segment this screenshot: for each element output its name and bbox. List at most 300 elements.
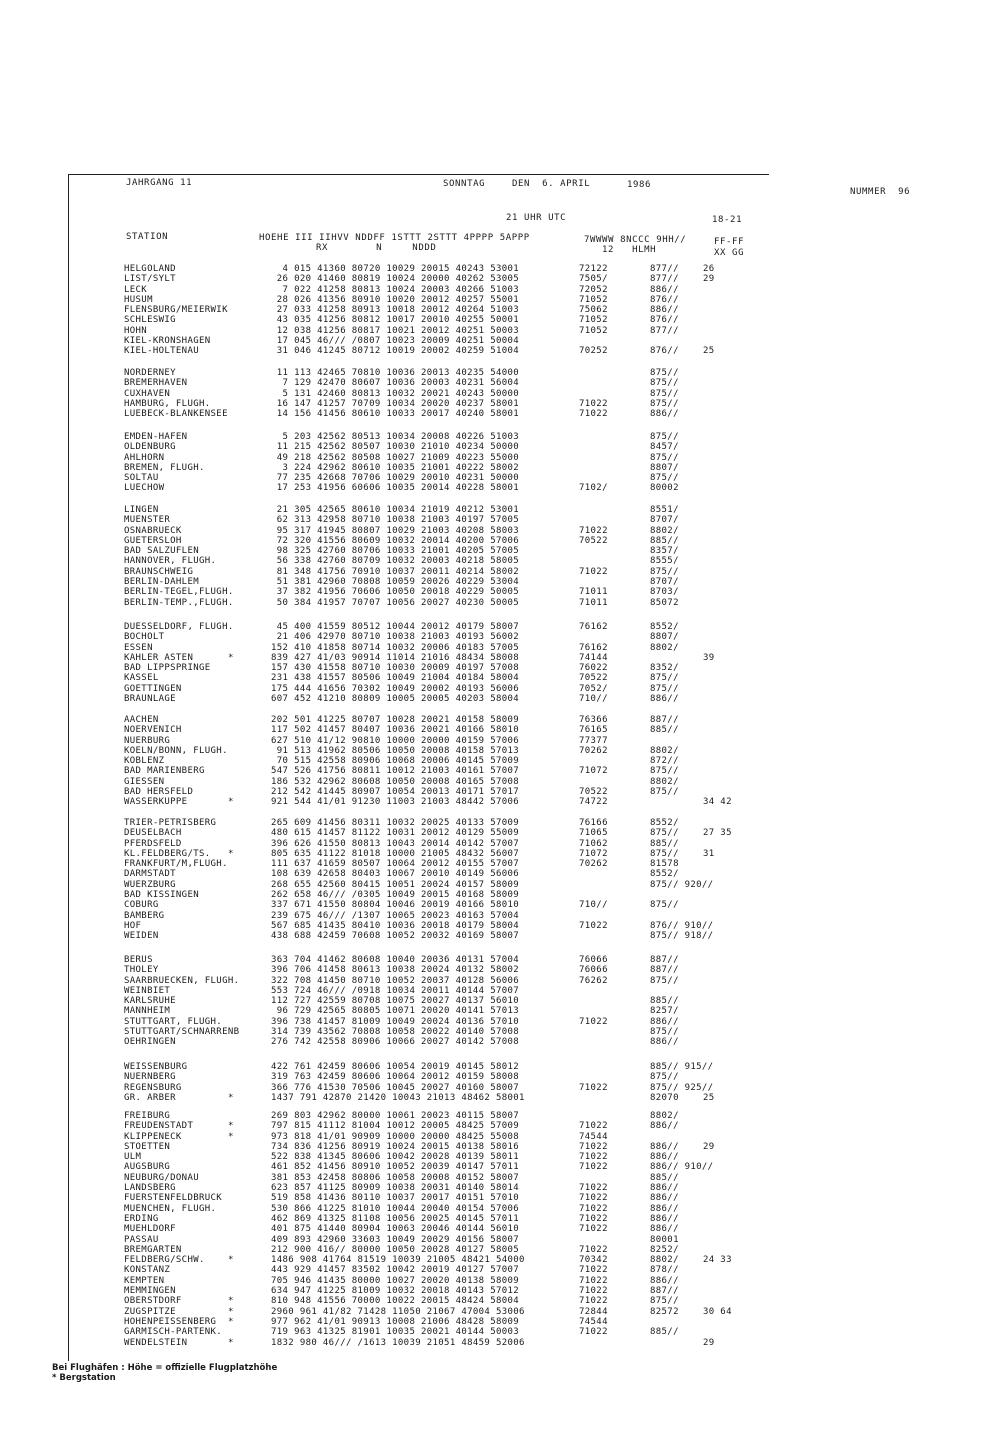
- obs-group-1: 71052: [579, 325, 608, 336]
- obs-group-1: 76166: [579, 818, 608, 828]
- table-row: [0, 777, 1000, 787]
- station-values: 98 325 42760 80706 10033 21001 40205 57005: [271, 546, 520, 557]
- table-row: [0, 326, 1000, 336]
- table-row: [0, 483, 1000, 493]
- obs-group-1: 71022: [579, 566, 608, 577]
- station-values: 553 724 46/// /0918 10034 20011 40144 57007: [271, 985, 520, 996]
- station-values: 607 452 41210 80809 10005 20005 40203 58004: [271, 694, 520, 705]
- table-row: [0, 1265, 1000, 1275]
- table-row: [0, 632, 1000, 642]
- table-row: [0, 1093, 1000, 1103]
- obs-group-2: 8707/: [650, 515, 679, 526]
- station-name: SCHLESWIG: [124, 315, 176, 326]
- obs-group-2: 8555/: [650, 556, 679, 567]
- obs-group-2: 875// 920//: [650, 879, 714, 890]
- obs-group-2: 872//: [650, 756, 679, 767]
- wind-extra: 30 64: [703, 1306, 732, 1317]
- obs-group-2: 8551/: [650, 505, 679, 515]
- issue-number: NUMMER 96: [850, 187, 911, 197]
- obs-group-2: 886//: [650, 694, 679, 705]
- obs-group-1: 7505/: [579, 274, 608, 285]
- obs-group-2: 886//: [650, 1037, 679, 1048]
- obs-group-2: 875//: [650, 473, 679, 484]
- obs-group-1: 71022: [579, 1016, 608, 1027]
- obs-group-2: 875//: [650, 1027, 679, 1038]
- station-name: KONSTANZ: [124, 1265, 171, 1276]
- obs-group-2: 886//: [650, 284, 679, 295]
- station-name: THOLEY: [124, 965, 159, 976]
- station-name: NOERVENICH: [124, 725, 182, 736]
- obs-group-1: 71072: [579, 766, 608, 777]
- table-row: [0, 849, 1000, 859]
- station-group: [0, 955, 1000, 1048]
- obs-group-1: 71022: [579, 1203, 608, 1214]
- obs-group-1: 71022: [579, 1224, 608, 1235]
- table-row: [0, 536, 1000, 546]
- station-name: KIEL-KRONSHAGEN: [124, 336, 211, 347]
- table-row: [0, 442, 1000, 452]
- obs-group-2: 887//: [650, 955, 679, 965]
- station-values: 17 253 41956 60606 10035 20014 40228 58001: [271, 483, 520, 494]
- table-row: [0, 869, 1000, 879]
- table-row: [0, 567, 1000, 577]
- table-row: [0, 274, 1000, 284]
- station-name: OBERSTDORF: [124, 1296, 182, 1307]
- wind-extra: 29: [703, 274, 715, 285]
- station-values: 72 320 41556 80609 10032 20014 40200 57006: [271, 535, 520, 546]
- station-group: [0, 1111, 1000, 1348]
- station-values: 112 727 42559 80708 10075 20027 40137 56010: [271, 996, 520, 1007]
- station-values: 2960 961 41/82 71428 11050 21067 47004 53006: [271, 1306, 525, 1317]
- mountain-station-marker: *: [228, 1131, 234, 1142]
- station-name: KASSEL: [124, 673, 159, 684]
- station-name: LUECHOW: [124, 483, 165, 494]
- table-row: [0, 684, 1000, 694]
- station-name: STOETTEN: [124, 1141, 171, 1152]
- station-name: WENDELSTEIN: [124, 1337, 188, 1348]
- wind-extra: 29: [703, 1337, 715, 1348]
- obs-group-2: 886//: [650, 1152, 679, 1163]
- table-row: [0, 1338, 1000, 1348]
- station-name: HOHENPEISSENBERG: [124, 1316, 217, 1327]
- table-row: [0, 1072, 1000, 1082]
- station-values: 231 438 41557 80506 10049 21004 40184 58004: [271, 673, 520, 684]
- table-row: [0, 432, 1000, 442]
- obs-group-1: 71022: [579, 1327, 608, 1338]
- obs-group-2: 875//: [650, 900, 679, 911]
- obs-group-2: 875//: [650, 452, 679, 463]
- station-name: WASSERKUPPE: [124, 797, 188, 808]
- station-name: BRAUNSCHWEIG: [124, 566, 194, 577]
- obs-column-subheader: 12 HLMH: [602, 245, 657, 255]
- station-values: 175 444 41656 70302 10049 20002 40193 56006: [271, 683, 520, 694]
- station-values: 567 685 41435 80410 10036 20018 40179 58004: [271, 920, 520, 931]
- station-name: BAD HERSFELD: [124, 787, 194, 798]
- station-name: KARLSRUHE: [124, 996, 176, 1007]
- wind-extra: 29: [703, 1141, 715, 1152]
- station-values: 461 852 41456 80910 10052 20039 40147 57011: [271, 1162, 520, 1173]
- table-row: [0, 663, 1000, 673]
- station-name: BREMERHAVEN: [124, 378, 188, 389]
- station-group: [0, 622, 1000, 704]
- station-name: MEMMINGEN: [124, 1286, 176, 1297]
- station-name: GUETERSLOH: [124, 535, 182, 546]
- station-values: 186 532 42962 80608 10050 20008 40165 57008: [271, 776, 520, 787]
- table-row: [0, 378, 1000, 388]
- obs-group-2: 875//: [650, 787, 679, 798]
- station-values: 111 637 41659 80507 10064 20012 40155 57007: [271, 859, 520, 870]
- station-name: DARMSTADT: [124, 869, 176, 880]
- table-row: [0, 1296, 1000, 1306]
- table-row: [0, 756, 1000, 766]
- station-values: 7 129 42470 80607 10036 20003 40231 56004: [271, 378, 520, 389]
- station-values: 401 875 41440 80904 10063 20046 40144 56010: [271, 1224, 520, 1235]
- station-values: 27 033 41258 80913 10018 20012 40264 51003: [271, 305, 520, 316]
- obs-group-2: 8707/: [650, 577, 679, 588]
- wind-column-subheader: XX GG: [714, 248, 745, 258]
- obs-column-header: 7WWWW 8NCCC 9HH//: [584, 235, 687, 245]
- obs-group-2: 887//: [650, 965, 679, 976]
- obs-group-2: 875//: [650, 432, 679, 442]
- obs-group-2: 875//: [650, 828, 679, 839]
- station-group: [0, 505, 1000, 608]
- table-row: [0, 1162, 1000, 1172]
- station-name: FELDBERG/SCHW.: [124, 1255, 205, 1266]
- table-row: [0, 315, 1000, 325]
- station-values: 17 045 46/// /0807 10023 20009 40251 50004: [271, 336, 520, 347]
- table-row: [0, 694, 1000, 704]
- station-values: 422 761 42459 80606 10054 20019 40145 58012: [271, 1062, 520, 1072]
- table-row: [0, 1193, 1000, 1203]
- station-name: KEMPTEN: [124, 1275, 165, 1286]
- table-row: [0, 389, 1000, 399]
- obs-group-1: 74544: [579, 1131, 608, 1142]
- station-values: 4 015 41360 80720 10029 20015 40243 53001: [271, 264, 520, 274]
- station-values: 50 384 41957 70707 10056 20027 40230 50005: [271, 597, 520, 608]
- table-row: [0, 643, 1000, 653]
- obs-group-1: 77377: [579, 735, 608, 746]
- wind-extra: 27 35: [703, 828, 732, 839]
- station-group: [0, 432, 1000, 494]
- table-row: [0, 305, 1000, 315]
- table-row: [0, 673, 1000, 683]
- station-name: HOF: [124, 920, 142, 931]
- station-values: 276 742 42558 80906 10066 20027 40142 57008: [271, 1037, 520, 1048]
- obs-group-2: 80001: [650, 1234, 679, 1245]
- obs-group-1: 74544: [579, 1316, 608, 1327]
- obs-group-1: 71022: [579, 409, 608, 420]
- obs-group-1: 71065: [579, 828, 608, 839]
- obs-group-2: 875// 925//: [650, 1082, 714, 1093]
- station-values: 49 218 42562 80508 10027 21009 40223 55000: [271, 452, 520, 463]
- mountain-station-marker: *: [228, 1316, 234, 1327]
- obs-group-1: 7052/: [579, 683, 608, 694]
- station-name: BREMGARTEN: [124, 1244, 182, 1255]
- table-row: [0, 818, 1000, 828]
- table-row: [0, 736, 1000, 746]
- table-row: [0, 399, 1000, 409]
- station-values: 1437 791 42870 21420 10043 21013 48462 58001: [271, 1092, 525, 1103]
- table-row: [0, 463, 1000, 473]
- obs-group-2: 885//: [650, 535, 679, 546]
- obs-group-2: 886//: [650, 1016, 679, 1027]
- table-row: [0, 746, 1000, 756]
- year-label: 1986: [627, 180, 652, 190]
- station-values: 921 544 41/01 91230 11003 21003 48442 57006: [271, 797, 520, 808]
- station-values: 443 929 41457 83502 10042 20019 40127 57007: [271, 1265, 520, 1276]
- station-name: NEUBURG/DONAU: [124, 1172, 199, 1183]
- obs-group-1: 71022: [579, 1193, 608, 1204]
- obs-group-1: 76262: [579, 975, 608, 986]
- station-values: 96 729 42565 80805 10071 20020 40141 57013: [271, 1006, 520, 1017]
- obs-group-2: 885//: [650, 1327, 679, 1338]
- station-name: BRAUNLAGE: [124, 694, 176, 705]
- station-name: LINGEN: [124, 505, 159, 515]
- footnote-mountain: * Bergstation: [52, 1373, 116, 1383]
- station-values: 95 317 41945 80807 10029 21003 40208 58003: [271, 525, 520, 536]
- table-row: [0, 797, 1000, 807]
- station-name: FLENSBURG/MEIERWIK: [124, 305, 228, 316]
- obs-group-1: 72844: [579, 1306, 608, 1317]
- wind-extra: 39: [703, 652, 715, 663]
- mountain-station-marker: *: [228, 1337, 234, 1348]
- station-values: 81 348 41756 70910 10037 20011 40214 58002: [271, 566, 520, 577]
- table-row: [0, 976, 1000, 986]
- obs-group-1: 71022: [579, 920, 608, 931]
- table-row: [0, 921, 1000, 931]
- station-values: 45 400 41559 80512 10044 20012 40179 58007: [271, 622, 520, 632]
- obs-group-1: 72052: [579, 284, 608, 295]
- table-row: [0, 986, 1000, 996]
- station-name: KIEL-HOLTENAU: [124, 346, 199, 357]
- station-values: 56 338 42760 80709 10032 20003 40218 58005: [271, 556, 520, 567]
- obs-group-1: 71022: [579, 1244, 608, 1255]
- obs-group-2: 878//: [650, 1265, 679, 1276]
- table-row: [0, 1276, 1000, 1286]
- mountain-station-marker: *: [228, 652, 234, 663]
- obs-group-1: 71062: [579, 838, 608, 849]
- obs-group-2: 80002: [650, 483, 679, 494]
- station-values: 12 038 41256 80817 10021 20012 40251 50003: [271, 325, 520, 336]
- table-row: [0, 546, 1000, 556]
- station-group: [0, 264, 1000, 357]
- station-values: 51 381 42960 70808 10059 20026 40229 53004: [271, 577, 520, 588]
- obs-group-1: 71022: [579, 1213, 608, 1224]
- station-group: [0, 1062, 1000, 1103]
- table-row: [0, 1111, 1000, 1121]
- day-label: SONNTAG: [443, 179, 486, 189]
- table-row: [0, 1183, 1000, 1193]
- table-row: [0, 839, 1000, 849]
- station-values: 262 658 46/// /0305 10049 20015 40168 58009: [271, 890, 520, 901]
- obs-group-2: 8357/: [650, 546, 679, 557]
- obs-group-2: 877//: [650, 274, 679, 285]
- station-values: 14 156 41456 80610 10033 20017 40240 58001: [271, 409, 520, 420]
- station-values: 202 501 41225 80707 10028 20021 40158 58009: [271, 715, 520, 725]
- station-values: 705 946 41435 80000 10027 20020 40138 58009: [271, 1275, 520, 1286]
- station-values: 212 900 416// 80000 10050 20028 40127 58005: [271, 1244, 520, 1255]
- station-name: BAD MARIENBERG: [124, 766, 205, 777]
- obs-group-2: 887//: [650, 715, 679, 725]
- table-row: [0, 1204, 1000, 1214]
- station-name: HAMBURG, FLUGH.: [124, 398, 211, 409]
- table-row: [0, 890, 1000, 900]
- station-values: 810 948 41556 70000 10022 20015 48424 58004: [271, 1296, 520, 1307]
- table-row: [0, 931, 1000, 941]
- jahrgang: JAHRGANG 11: [126, 178, 193, 188]
- station-values: 627 510 41/12 90810 10000 20000 40159 57006: [271, 735, 520, 746]
- station-name: FREIBURG: [124, 1111, 171, 1121]
- wind-extra: 31: [703, 848, 715, 859]
- station-values: 28 026 41356 80910 10020 20012 40257 55001: [271, 294, 520, 305]
- mountain-station-marker: *: [228, 1296, 234, 1307]
- mountain-station-marker: *: [228, 797, 234, 808]
- table-row: [0, 955, 1000, 965]
- station-name: HUSUM: [124, 294, 153, 305]
- obs-group-1: 71022: [579, 1286, 608, 1297]
- station-name: GARMISCH-PARTENK.: [124, 1327, 223, 1338]
- obs-group-1: 710//: [579, 900, 608, 911]
- station-values: 268 655 42560 80415 10051 20024 40157 58009: [271, 879, 520, 890]
- station-column-header: STATION: [126, 232, 169, 242]
- obs-group-2: 8802/: [650, 525, 679, 536]
- obs-group-2: 876//: [650, 294, 679, 305]
- table-row: [0, 653, 1000, 663]
- obs-group-1: 70522: [579, 787, 608, 798]
- table-row: [0, 1037, 1000, 1047]
- obs-group-2: 886//: [650, 1275, 679, 1286]
- station-values: 719 963 41325 81901 10035 20021 40144 50003: [271, 1327, 520, 1338]
- station-group: [0, 818, 1000, 942]
- obs-group-2: 886//: [650, 1203, 679, 1214]
- obs-group-2: 82070: [650, 1092, 679, 1103]
- station-values: 623 857 41125 80909 10038 20031 40140 58014: [271, 1183, 520, 1194]
- station-name: FRANKFURT/M,FLUGH.: [124, 859, 228, 870]
- obs-group-2: 887//: [650, 1286, 679, 1297]
- station-name: PASSAU: [124, 1234, 159, 1245]
- station-name: BREMEN, FLUGH.: [124, 462, 205, 473]
- station-name: KLIPPENECK: [124, 1131, 182, 1142]
- table-row: [0, 598, 1000, 608]
- station-name: PFERDSFELD: [124, 838, 182, 849]
- station-name: ULM: [124, 1152, 142, 1163]
- station-values: 381 853 42458 80806 10058 20008 40152 58007: [271, 1172, 520, 1183]
- station-values: 438 688 42459 70608 10052 20032 40169 58007: [271, 931, 520, 942]
- table-row: [0, 622, 1000, 632]
- station-name: SOLTAU: [124, 473, 159, 484]
- station-values: 31 046 41245 80712 10019 20002 40259 51004: [271, 346, 520, 357]
- table-row: [0, 1173, 1000, 1183]
- station-name: MUENSTER: [124, 515, 171, 526]
- table-row: [0, 1286, 1000, 1296]
- mountain-station-marker: *: [228, 1121, 234, 1132]
- station-name: HELGOLAND: [124, 264, 176, 274]
- mountain-station-marker: *: [228, 848, 234, 859]
- station-name: ESSEN: [124, 642, 153, 653]
- station-name: STUTTGART/SCHNARRENB: [124, 1027, 240, 1038]
- station-values: 70 515 42558 80906 10068 20006 40145 57009: [271, 756, 520, 767]
- obs-group-2: 876//: [650, 315, 679, 326]
- obs-group-2: 886//: [650, 1121, 679, 1132]
- report-time: 21 UHR UTC: [506, 213, 567, 223]
- obs-group-1: 70262: [579, 745, 608, 756]
- station-values: 797 815 41112 81004 10012 20005 48425 57009: [271, 1121, 520, 1132]
- station-name: WEIDEN: [124, 931, 159, 942]
- table-row: [0, 1142, 1000, 1152]
- table-row: [0, 1224, 1000, 1234]
- obs-group-1: 71022: [579, 1152, 608, 1163]
- station-name: BAMBERG: [124, 910, 165, 921]
- table-row: [0, 1027, 1000, 1037]
- station-values: 977 962 41/01 90913 10008 21006 48428 58009: [271, 1316, 520, 1327]
- table-row: [0, 1235, 1000, 1245]
- table-row: [0, 1132, 1000, 1142]
- station-name: KAHLER ASTEN: [124, 652, 194, 663]
- station-values: 973 818 41/01 90909 10000 20000 48425 55008: [271, 1131, 520, 1142]
- obs-group-2: 886//: [650, 1141, 679, 1152]
- table-row: [0, 577, 1000, 587]
- station-name: NUERBURG: [124, 735, 171, 746]
- obs-group-2: 886// 910//: [650, 1162, 714, 1173]
- obs-group-1: 76162: [579, 622, 608, 632]
- station-name: MUEHLDORF: [124, 1224, 176, 1235]
- obs-group-2: 8703/: [650, 587, 679, 598]
- table-row: [0, 1017, 1000, 1027]
- station-name: BERLIN-TEGEL,FLUGH.: [124, 587, 234, 598]
- station-values: 212 542 41445 80907 10054 20013 40171 57017: [271, 787, 520, 798]
- station-name: MUENCHEN, FLUGH.: [124, 1203, 217, 1214]
- table-row: [0, 526, 1000, 536]
- obs-group-2: 876//: [650, 346, 679, 357]
- obs-group-2: 875//: [650, 388, 679, 399]
- obs-group-1: 710//: [579, 694, 608, 705]
- station-name: AACHEN: [124, 715, 159, 725]
- obs-group-2: 875//: [650, 673, 679, 684]
- wind-extra: 26: [703, 264, 715, 274]
- station-values: 157 430 41558 80710 10030 20009 40197 57008: [271, 663, 520, 674]
- obs-group-2: 8552/: [650, 622, 679, 632]
- main-column-header: HOEHE III IIHVV NDDFF 1STTT 2STTT 4PPPP 5APPP: [259, 233, 530, 243]
- table-row: [0, 766, 1000, 776]
- station-name: WEINBIET: [124, 985, 171, 996]
- obs-group-2: 885//: [650, 725, 679, 736]
- station-values: 21 305 42565 80610 10034 21019 40212 53001: [271, 505, 520, 515]
- station-values: 16 147 41257 70709 10034 20020 40237 58001: [271, 398, 520, 409]
- station-name: KOBLENZ: [124, 756, 165, 767]
- station-name: DEUSELBACH: [124, 828, 182, 839]
- station-values: 519 858 41436 80110 10037 20017 40151 57010: [271, 1193, 520, 1204]
- obs-group-2: 877//: [650, 325, 679, 336]
- station-values: 5 131 42460 80813 10032 20021 40243 50000: [271, 388, 520, 399]
- station-name: NORDERNEY: [124, 368, 176, 378]
- station-group: [0, 715, 1000, 808]
- table-row: [0, 1121, 1000, 1131]
- station-name: BAD LIPPSPRINGE: [124, 663, 211, 674]
- station-name: LUEBECK-BLANKENSEE: [124, 409, 228, 420]
- obs-group-2: 875//: [650, 1072, 679, 1083]
- table-row: [0, 900, 1000, 910]
- obs-group-1: 72122: [579, 264, 608, 274]
- station-values: 7 022 41258 80813 10024 20003 40266 51003: [271, 284, 520, 295]
- table-row: [0, 409, 1000, 419]
- station-values: 839 427 41/03 90914 11014 21016 48434 58008: [271, 652, 520, 663]
- station-values: 396 626 41550 80813 10043 20014 40142 57007: [271, 838, 520, 849]
- table-row: [0, 1083, 1000, 1093]
- table-row: [0, 1245, 1000, 1255]
- table-row: [0, 587, 1000, 597]
- table-row: [0, 295, 1000, 305]
- obs-group-2: 885//: [650, 838, 679, 849]
